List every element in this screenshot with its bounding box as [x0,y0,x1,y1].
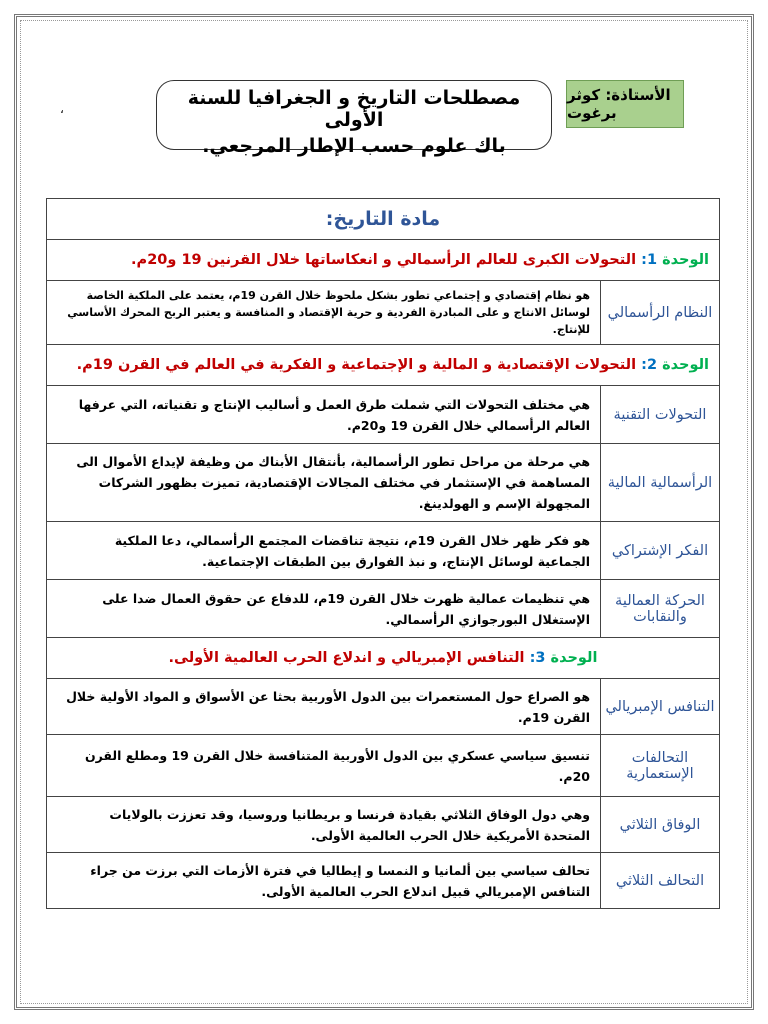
unit-number: 2: [641,357,658,373]
definition-cell: هي مختلف التحولات التي شملت طرق العمل و أساليب الإنتاج و تقنياته، التي عرفها العالم الرأسمالي خلال القرن 19 و20م. [47,386,601,444]
title-line-2: باك علوم حسب الإطار المرجعي. [202,135,506,157]
table-row [47,281,720,345]
subject-row [47,199,720,240]
table-row [47,444,720,522]
unit-label: الوحدة [662,252,709,268]
title-box [156,80,552,157]
title-line-1: مصطلحات التاريخ و الجغرافيا للسنة الأولى [187,87,521,131]
term-cell: الفكر الإشتراكي [601,522,720,580]
table-row [47,853,720,909]
unit-label: الوحدة [662,357,709,373]
unit-row [47,240,720,281]
table-row [47,797,720,853]
definition-cell: هو نظام إقتصادي و إجتماعي تطور بشكل ملحوظ خلال القرن 19م، يعتمد على الملكية الخاصة لوسائل الانتاج و على المبادرة الفردية و حرية الإقتصاد و المنافسة و يعتبر الربح المحرك الأساسي للإنتاج. [47,281,601,345]
term-cell: التنافس الإمبريالي [601,679,720,735]
term-cell: الوفاق الثلاثي [601,797,720,853]
table-row [47,580,720,638]
term-cell: التحولات التقنية [601,386,720,444]
unit-number: 1: [641,252,658,268]
table-row [47,679,720,735]
unit-title: التحولات الإقتصادية و المالية و الإجتماعية و الفكرية في العالم في القرن 19م. [76,357,637,373]
term-cell: الحركة العمالية والنقابات [601,580,720,638]
definition-cell: تنسيق سياسي عسكري بين الدول الأوربية المتنافسة خلال القرن 19 ومطلع القرن 20م. [47,735,601,797]
definition-cell: وهي دول الوفاق الثلاثي بقيادة فرنسا و بريطانيا وروسيا، وقد تعززت بالولايات المتحدة الأمريكية خلال الحرب العالمية الأولى. [47,797,601,853]
corner-mark: ، [60,102,64,116]
unit-number: 3: [529,650,546,666]
subject-title: مادة التاريخ: [47,199,720,240]
unit-label: الوحدة [550,650,598,666]
table-row [47,735,720,797]
table-row [47,522,720,580]
term-cell: الرأسمالية المالية [601,444,720,522]
term-cell: النظام الرأسمالي [601,281,720,345]
definition-cell: هو فكر ظهر خلال القرن 19م، نتيجة تناقضات المجتمع الرأسمالي، دعا الملكية الجماعية لوسائل الإنتاج، و نبذ الفوارق بين الطبقات الإجتماعية. [47,522,601,580]
unit-title: التنافس الإمبريالي و اندلاع الحرب العالمية الأولى. [168,650,525,666]
unit-title: التحولات الكبرى للعالم الرأسمالي و انعكاساتها خلال القرنين 19 و20م. [131,252,637,268]
unit-row [47,638,720,679]
definition-cell: هي تنظيمات عمالية ظهرت خلال القرن 19م، للدفاع عن حقوق العمال ضدا على الإستغلال البورجوازي الرأسمالي. [47,580,601,638]
history-terms-table [46,198,720,909]
term-cell: التحالفات الإستعمارية [601,735,720,797]
term-cell: التحالف الثلاثي [601,853,720,909]
unit-2-header [47,345,720,386]
teacher-name-box: الأستاذة: كوثر برغوت [566,80,684,128]
definition-cell: تحالف سياسي بين ألمانيا و النمسا و إيطاليا في فترة الأزمات التي برزت من جراء التنافس الإمبريالي قبيل اندلاع الحرب العالمية الأولى. [47,853,601,909]
definition-cell: هو الصراع حول المستعمرات بين الدول الأوربية بحثا عن الأسواق و المواد الأولية خلال القرن 19م. [47,679,601,735]
unit-row [47,345,720,386]
unit-3-header [47,638,720,679]
unit-1-header [47,240,720,281]
table-row [47,386,720,444]
definition-cell: هي مرحلة من مراحل تطور الرأسمالية، بأنتقال الأبناك من وظيفة لإيداع الأموال الى المساهمة في الإستثمار في مختلف المجالات الإقتصادية، تميزت بظهور الشركات المجهولة الإسم و الهولدينغ. [47,444,601,522]
